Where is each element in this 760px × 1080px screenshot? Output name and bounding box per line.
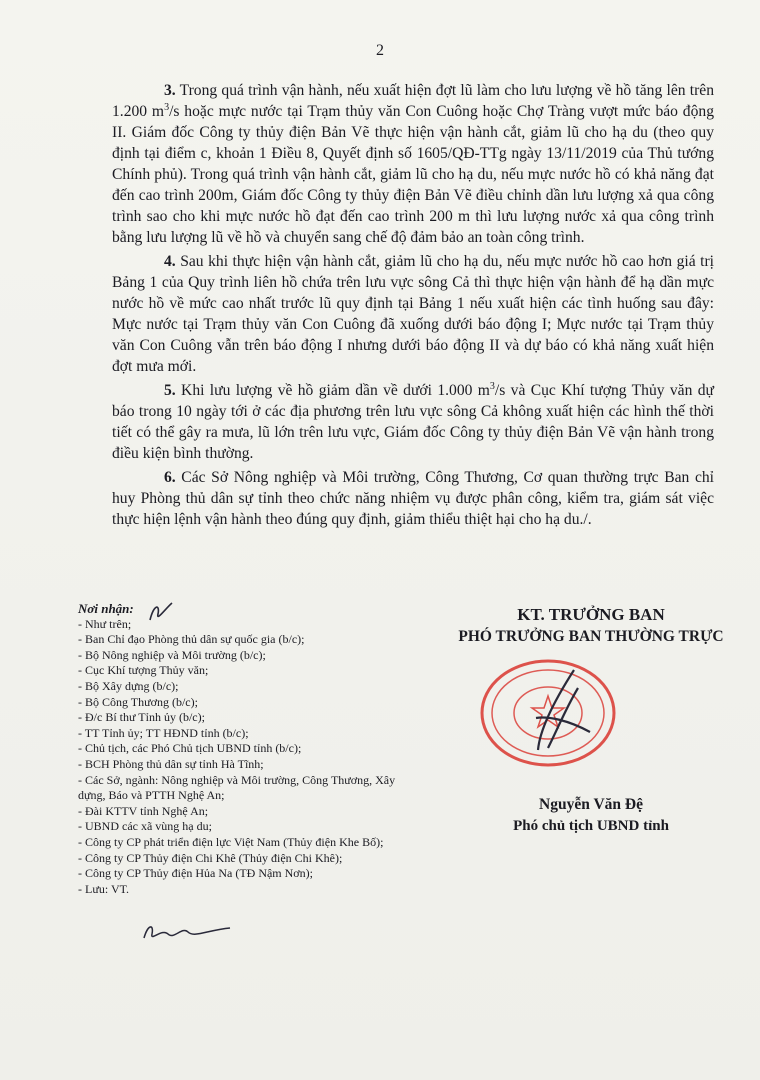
paragraph-6 [112,467,714,530]
recipient-item: - Chủ tịch, các Phó Chủ tịch UBND tỉnh (b/c); [78,741,302,756]
paragraph-3 [112,80,714,248]
signer-title: Phó chủ tịch UBND tỉnh [513,818,669,834]
recipient-item: - Công ty CP phát triển điện lực Việt Nam (Thủy điện Khe Bố); [78,834,384,849]
recipient-item: - Đài KTTV tỉnh Nghệ An; [78,803,209,818]
recipient-item: - Công ty CP Thủy điện Hủa Na (TĐ Nậm Nơn); [78,866,313,881]
paragraph-text: Khi lưu lượng về hồ giảm dần về dưới 1.000 m [175,382,490,399]
signing-authority-line2: PHÓ TRƯỞNG BAN THƯỜNG TRỰC [458,628,724,645]
superscript: 3 [489,380,495,392]
official-seal-icon [478,658,618,768]
page-number: 2 [376,42,384,59]
recipient-item: - Bộ Xây dựng (b/c); [78,678,179,693]
paragraph-text-cont: /s hoặc mực nước tại Trạm thủy văn Con Cuông hoặc Chợ Tràng vượt mức báo động II. Giám đốc Công ty thủy điện Bản Vẽ thực hiện vận hành cắt, giảm lũ cho hạ du (theo quy định tại điểm c, khoản 1 Điều 8, Quyết định số 1605/QĐ-TTg ngày 13/11/2019 của Thủ tướng Chính phủ). Trong quá trình vận hành cắt, giảm lũ cho hạ du, nếu mực nước hồ có khả năng đạt đến cao trình 200m, Giám đốc Công ty thủy điện Bản Vẽ điều chỉnh dần lưu lượng xả qua công trình sao cho khi mực nước hồ đạt đến cao trình 200 m thì lưu lượng nước xả qua công trình bằng lưu lượng lũ về hồ và chuyển sang chế độ đảm bảo an toàn công trình. [112,103,714,246]
recipient-item: - Bộ Công Thương (b/c); [78,694,198,709]
recipient-item: - Như trên; [78,616,132,631]
paragraph-text: Sau khi thực hiện vận hành cắt, giảm lũ cho hạ du, nếu mực nước hồ cao hơn giá trị Bảng 1 của Quy trình liên hồ chứa trên lưu vực sông Cả thì thực hiện vận hành để hạ dần mực nước hồ về mức cao nhất trước lũ quy định tại Bảng 1 nếu xuất hiện các tình huống sau đây: Mực nước tại Trạm thủy văn Con Cuông đã xuống dưới báo động I; Mực nước tại Trạm thủy văn Con Cuông vẫn trên báo động I nhưng dưới báo động II và dự báo có khả năng xuất hiện đợt mưa mới. [112,253,714,375]
paragraph-number: 3. [164,82,176,99]
recipient-item: - Đ/c Bí thư Tỉnh ủy (b/c); [78,710,205,725]
paragraph-number: 5. [164,382,176,399]
superscript: 3 [164,101,170,113]
seal-area [428,648,754,768]
recipient-item: - Ban Chỉ đạo Phòng thủ dân sự quốc gia (b/c); [78,632,305,647]
document-body [112,80,714,533]
recipient-item: - Lưu: VT. [78,881,130,896]
paragraph-text: Trong quá trình vận hành, nếu xuất hiện đợt lũ làm cho lưu lượng về hồ tăng lên trên 1.200 m [112,82,714,120]
paragraph-text-cont: /s và Cục Khí tượng Thủy văn dự báo trong 10 ngày tới ở các địa phương trên lưu vực sông Cả không xuất hiện các hình thế thời tiết có thể gây ra mưa, lũ lớn trên lưu vực, Giám đốc Công ty thủy điện Bản Vẽ vận hành trong điều kiện bình thường. [112,382,714,462]
signing-authority-line1: KT. TRƯỞNG BAN [517,605,665,624]
paragraph-number: 6. [164,469,176,486]
recipients-list [78,601,423,897]
recipient-item: - Các Sở, ngành: Nông nghiệp và Môi trường, Công Thương, Xây dựng, Báo và PTTH Nghệ An; [78,772,396,803]
recipient-item: - BCH Phòng thủ dân sự tỉnh Hà Tĩnh; [78,756,264,771]
recipients-title: Nơi nhận: [78,601,134,616]
handwritten-mark-icon [146,600,176,624]
recipient-item: - Bộ Nông nghiệp và Môi trường (b/c); [78,647,266,662]
paragraph-5 [112,380,714,464]
recipient-item: - Công ty CP Thủy điện Chi Khê (Thủy điện Chi Khê); [78,850,343,865]
recipient-item: - UBND các xã vùng hạ du; [78,819,212,834]
recipient-item: - TT Tỉnh ủy; TT HĐND tỉnh (b/c); [78,725,249,740]
signer-name: Nguyễn Văn Đệ [539,796,643,813]
signature-block [428,604,754,834]
paragraph-number: 4. [164,253,176,270]
paragraph-text: Các Sở Nông nghiệp và Môi trường, Công Thương, Cơ quan thường trực Ban chỉ huy Phòng thủ dân sự tỉnh theo chức năng nhiệm vụ được phân công, kiểm tra, giám sát việc thực hiện lệnh vận hành theo đúng quy định, giảm thiểu thiệt hại cho hạ du./. [112,469,714,528]
paragraph-4 [112,251,714,377]
recipient-item: - Cục Khí tượng Thủy văn; [78,663,209,678]
initials-signature-icon [138,918,238,946]
